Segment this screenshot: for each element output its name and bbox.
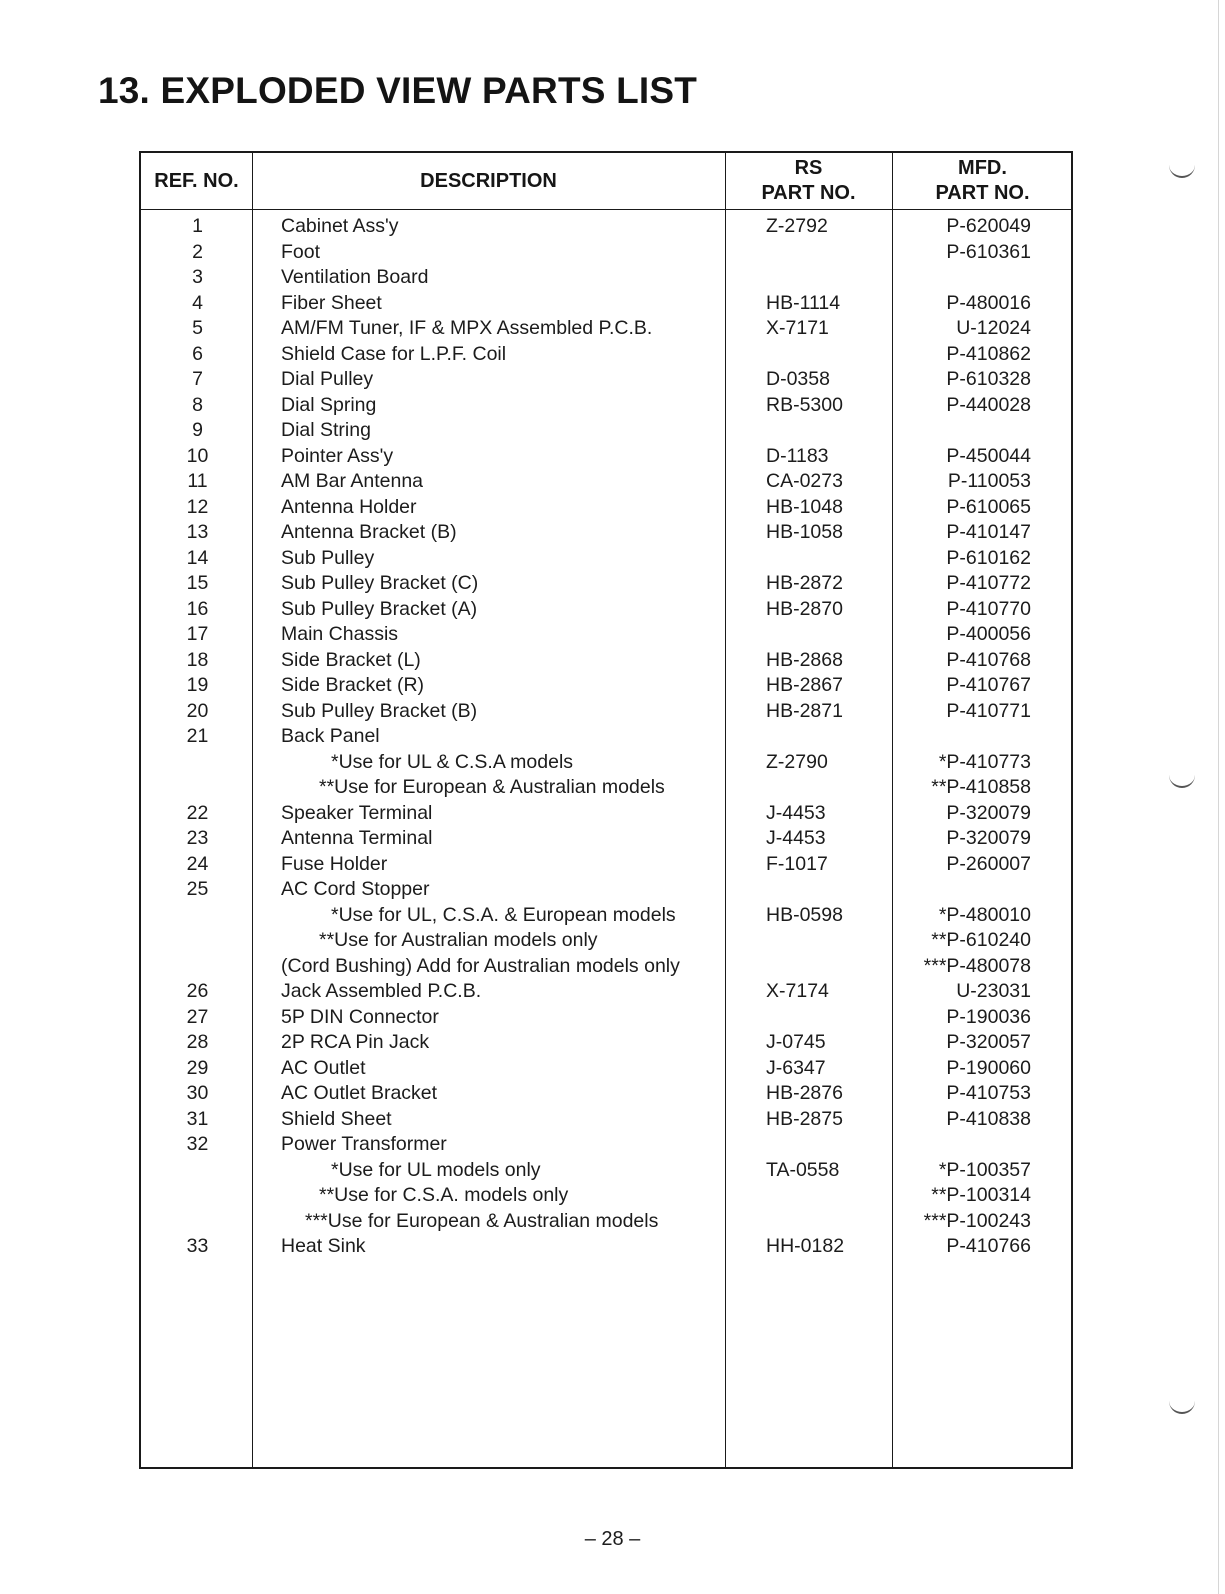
description-cell: Antenna Bracket (B): [281, 521, 457, 543]
header-rs-part-no: [725, 153, 892, 209]
rs-part-no-cell: J-6347: [766, 1056, 826, 1079]
table-row: [141, 673, 1071, 699]
description-cell: Antenna Holder: [281, 495, 417, 518]
description-cell: (Cord Bushing) Add for Australian models only: [281, 954, 680, 977]
mfd-part-no-cell: P-410770: [946, 597, 1031, 620]
description-cell: Sub Pulley Bracket (A): [281, 597, 478, 620]
description-cell: Jack Assembled P.C.B.: [281, 980, 482, 1002]
rs-part-no-cell: X-7171: [766, 317, 829, 339]
ref-no-cell: 16: [186, 597, 209, 620]
ref-no-cell: 4: [192, 291, 203, 314]
table-row: [141, 291, 1071, 317]
rs-part-no-cell: Z-2792: [766, 215, 828, 237]
header-divider: [141, 209, 1071, 210]
ref-no-cell: 18: [186, 648, 209, 671]
rs-part-no-cell: HB-2871: [766, 699, 843, 722]
table-row: [141, 240, 1071, 266]
description-cell: Shield Case for L.P.F. Coil: [281, 342, 507, 365]
rs-part-no-cell: HB-0598: [766, 903, 843, 926]
table-row: [141, 597, 1071, 623]
mfd-part-no-cell: *P-480010: [938, 903, 1031, 926]
description-cell: Side Bracket (R): [281, 674, 425, 696]
rs-part-no-cell: HB-2872: [766, 572, 843, 594]
mfd-part-no-cell: P-620049: [946, 215, 1031, 237]
ref-no-cell: 33: [186, 1235, 209, 1257]
description-cell: AC Cord Stopper: [281, 878, 430, 900]
rs-part-no-cell: D-0358: [766, 368, 830, 390]
mfd-part-no-cell: P-410862: [946, 342, 1031, 365]
ref-no-cell: 22: [186, 801, 209, 824]
table-row: [141, 724, 1071, 750]
rs-part-no-cell: J-0745: [766, 1031, 826, 1053]
description-cell: Dial Pulley: [281, 368, 374, 390]
rs-part-no-cell: HB-2870: [766, 597, 843, 620]
description-cell: Main Chassis: [281, 623, 399, 645]
ref-no-cell: 11: [187, 470, 208, 492]
description-cell: 5P DIN Connector: [281, 1005, 439, 1028]
description-cell: AC Outlet Bracket: [281, 1082, 438, 1104]
ref-no-cell: 1: [192, 215, 203, 237]
ref-no-cell: 28: [186, 1031, 209, 1053]
table-row: [141, 1005, 1071, 1031]
description-cell: AM Bar Antenna: [281, 470, 424, 492]
rs-part-no-cell: J-4453: [766, 801, 826, 824]
header-rs-line2: PART NO.: [761, 182, 856, 204]
header-mfd-line1: MFD.: [958, 157, 1007, 179]
description-cell: Heat Sink: [281, 1235, 366, 1257]
ref-no-cell: 23: [186, 827, 209, 849]
table-row: [141, 214, 1071, 240]
table-row: [141, 316, 1071, 342]
table-row: [141, 444, 1071, 470]
table-row: [141, 648, 1071, 674]
ref-no-cell: 8: [192, 393, 203, 416]
mfd-part-no-cell: **P-100314: [931, 1184, 1031, 1206]
description-cell: **Use for European & Australian models: [319, 776, 665, 798]
parts-rows: [141, 214, 1071, 1260]
table-row: [141, 1234, 1071, 1260]
mfd-part-no-cell: P-190036: [946, 1005, 1031, 1028]
description-cell: Sub Pulley Bracket (B): [281, 699, 478, 722]
mfd-part-no-cell: P-410838: [946, 1107, 1031, 1130]
table-row: [141, 1030, 1071, 1056]
table-row: [141, 699, 1071, 725]
page-edge: [1218, 0, 1219, 1594]
table-row: [141, 571, 1071, 597]
ref-no-cell: 32: [186, 1133, 209, 1155]
description-cell: Ventilation Board: [281, 266, 429, 288]
header-description: [252, 153, 725, 209]
ref-no-cell: 2: [192, 240, 203, 263]
header-desc-label: DESCRIPTION: [420, 169, 557, 192]
table-row: [141, 954, 1071, 980]
table-row: [141, 750, 1071, 776]
description-cell: Dial Spring: [281, 393, 377, 416]
mfd-part-no-cell: P-190060: [946, 1056, 1031, 1079]
description-cell: Power Transformer: [281, 1133, 447, 1155]
rs-part-no-cell: HB-2876: [766, 1082, 843, 1104]
mfd-part-no-cell: P-410753: [946, 1082, 1031, 1104]
header-mfd-line2: PART NO.: [935, 182, 1030, 204]
mfd-part-no-cell: P-410147: [946, 521, 1031, 543]
rs-part-no-cell: CA-0273: [766, 470, 843, 492]
mfd-part-no-cell: P-610162: [946, 546, 1031, 569]
description-cell: Foot: [281, 240, 321, 263]
ref-no-cell: 30: [186, 1082, 209, 1104]
table-row: [141, 801, 1071, 827]
table-row: [141, 877, 1071, 903]
mfd-part-no-cell: P-320057: [946, 1031, 1031, 1053]
mfd-part-no-cell: P-480016: [946, 291, 1031, 314]
table-row: [141, 928, 1071, 954]
ref-no-cell: 26: [186, 980, 209, 1002]
description-cell: *Use for UL, C.S.A. & European models: [331, 903, 676, 926]
description-cell: Pointer Ass'y: [281, 444, 394, 467]
table-row: [141, 469, 1071, 495]
mfd-part-no-cell: P-410768: [946, 648, 1031, 671]
ref-no-cell: 24: [186, 852, 209, 875]
mfd-part-no-cell: P-400056: [946, 623, 1031, 645]
ref-no-cell: 25: [186, 878, 209, 900]
rs-part-no-cell: HH-0182: [766, 1235, 845, 1257]
mfd-part-no-cell: P-610361: [946, 240, 1031, 263]
header-ref-no: [141, 153, 252, 209]
table-row: [141, 1132, 1071, 1158]
ref-no-cell: 10: [186, 444, 209, 467]
binder-hole-mark: [1169, 1398, 1195, 1414]
rs-part-no-cell: TA-0558: [766, 1158, 840, 1181]
table-row: [141, 265, 1071, 291]
ref-no-cell: 17: [186, 623, 209, 645]
description-cell: Sub Pulley Bracket (C): [281, 572, 479, 594]
description-cell: *Use for UL models only: [331, 1158, 541, 1181]
description-cell: Fuse Holder: [281, 852, 388, 875]
table-row: [141, 1056, 1071, 1082]
ref-no-cell: 15: [186, 572, 209, 594]
table-row: [141, 1158, 1071, 1184]
page-number: – 28 –: [584, 1528, 641, 1550]
ref-no-cell: 12: [186, 495, 209, 518]
header-ref-label: REF. NO.: [154, 169, 239, 192]
rs-part-no-cell: HB-1048: [766, 495, 843, 518]
table-row: [141, 342, 1071, 368]
parts-table: [139, 151, 1073, 1469]
description-cell: 2P RCA Pin Jack: [281, 1031, 430, 1053]
mfd-part-no-cell: ***P-480078: [923, 954, 1031, 977]
mfd-part-no-cell: **P-410858: [931, 776, 1031, 798]
ref-no-cell: 29: [186, 1056, 209, 1079]
table-row: [141, 826, 1071, 852]
binder-hole-mark: [1169, 772, 1195, 788]
mfd-part-no-cell: P-610328: [946, 368, 1031, 390]
rs-part-no-cell: HB-2867: [766, 674, 843, 696]
table-row: [141, 1183, 1071, 1209]
table-row: [141, 418, 1071, 444]
rs-part-no-cell: Z-2790: [766, 750, 828, 773]
mfd-part-no-cell: ***P-100243: [923, 1209, 1031, 1232]
mfd-part-no-cell: U-12024: [956, 317, 1031, 339]
table-row: [141, 520, 1071, 546]
ref-no-cell: 13: [186, 521, 209, 543]
rs-part-no-cell: RB-5300: [766, 393, 843, 416]
ref-no-cell: 31: [186, 1107, 209, 1130]
ref-no-cell: 14: [186, 546, 209, 569]
table-row: [141, 367, 1071, 393]
header-mfd-part-no: [892, 153, 1073, 209]
mfd-part-no-cell: P-320079: [946, 827, 1031, 849]
mfd-part-no-cell: **P-610240: [931, 929, 1031, 951]
ref-no-cell: 19: [186, 674, 209, 696]
table-row: [141, 979, 1071, 1005]
description-cell: Back Panel: [281, 725, 380, 747]
description-cell: Sub Pulley: [281, 546, 375, 569]
header-rs-line1: RS: [794, 157, 823, 179]
ref-no-cell: 9: [192, 419, 203, 441]
mfd-part-no-cell: P-610065: [946, 495, 1031, 518]
table-row: [141, 775, 1071, 801]
table-row: [141, 546, 1071, 572]
ref-no-cell: 20: [186, 699, 209, 722]
mfd-part-no-cell: P-110053: [947, 470, 1031, 492]
rs-part-no-cell: HB-1114: [766, 291, 841, 314]
ref-no-cell: 27: [186, 1005, 209, 1028]
description-cell: Shield Sheet: [281, 1107, 392, 1130]
ref-no-cell: 3: [192, 266, 203, 288]
mfd-part-no-cell: P-320079: [946, 801, 1031, 824]
description-cell: Fiber Sheet: [281, 291, 382, 314]
binder-hole-mark: [1169, 162, 1195, 178]
table-row: [141, 903, 1071, 929]
mfd-part-no-cell: *P-410773: [938, 750, 1031, 773]
mfd-part-no-cell: P-440028: [946, 393, 1031, 416]
ref-no-cell: 7: [192, 368, 203, 390]
description-cell: ***Use for European & Australian models: [305, 1209, 659, 1232]
mfd-part-no-cell: U-23031: [956, 980, 1031, 1002]
table-row: [141, 1209, 1071, 1235]
table-row: [141, 1107, 1071, 1133]
description-cell: Antenna Terminal: [281, 827, 433, 849]
rs-part-no-cell: J-4453: [766, 827, 826, 849]
mfd-part-no-cell: P-410767: [946, 674, 1031, 696]
description-cell: Dial String: [281, 419, 371, 441]
rs-part-no-cell: D-1183: [766, 444, 829, 467]
mfd-part-no-cell: P-450044: [946, 444, 1031, 467]
table-row: [141, 495, 1071, 521]
table-row: [141, 852, 1071, 878]
description-cell: **Use for Australian models only: [319, 929, 598, 951]
page-title: 13. EXPLODED VIEW PARTS LIST: [98, 70, 698, 111]
ref-no-cell: 21: [186, 725, 209, 747]
mfd-part-no-cell: *P-100357: [938, 1158, 1031, 1181]
ref-no-cell: 5: [192, 317, 203, 339]
mfd-part-no-cell: P-410771: [946, 699, 1031, 722]
description-cell: AC Outlet: [281, 1056, 366, 1079]
rs-part-no-cell: X-7174: [766, 980, 829, 1002]
table-row: [141, 1081, 1071, 1107]
mfd-part-no-cell: P-410766: [946, 1235, 1031, 1257]
description-cell: Side Bracket (L): [281, 648, 421, 671]
table-row: [141, 622, 1071, 648]
description-cell: *Use for UL & C.S.A models: [331, 750, 574, 773]
rs-part-no-cell: HB-2875: [766, 1107, 843, 1130]
table-row: [141, 393, 1071, 419]
rs-part-no-cell: F-1017: [766, 852, 828, 875]
mfd-part-no-cell: P-410772: [946, 572, 1031, 594]
description-cell: Cabinet Ass'y: [281, 215, 399, 237]
mfd-part-no-cell: P-260007: [946, 852, 1031, 875]
ref-no-cell: 6: [192, 342, 203, 365]
description-cell: AM/FM Tuner, IF & MPX Assembled P.C.B.: [281, 317, 653, 339]
rs-part-no-cell: HB-2868: [766, 648, 843, 671]
description-cell: Speaker Terminal: [281, 801, 433, 824]
description-cell: **Use for C.S.A. models only: [319, 1184, 569, 1206]
rs-part-no-cell: HB-1058: [766, 521, 843, 543]
